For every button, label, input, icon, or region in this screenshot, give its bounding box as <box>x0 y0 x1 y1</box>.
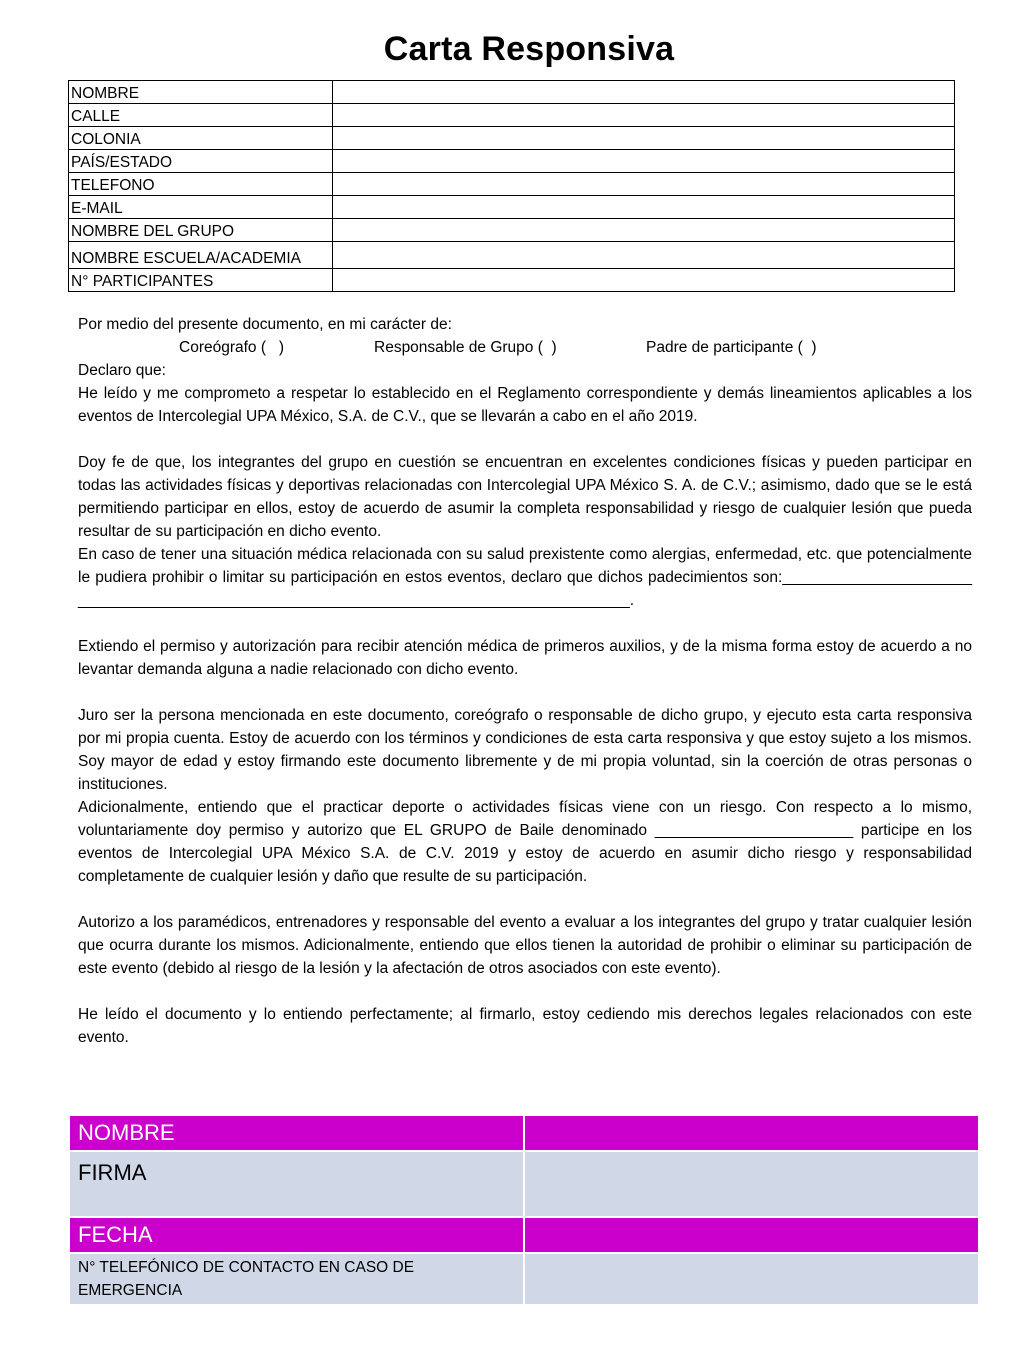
signature-row-firma <box>69 1151 979 1217</box>
info-row-escuela <box>69 242 955 269</box>
signature-input-telefono[interactable] <box>524 1253 979 1305</box>
info-input-calle[interactable] <box>333 104 955 127</box>
paragraph-3 <box>78 543 972 612</box>
info-input-colonia[interactable] <box>333 127 955 150</box>
info-input-email[interactable] <box>333 196 955 219</box>
paragraph-3-end: . <box>629 592 635 609</box>
paragraph-6-text-a: Adicionalmente, entiendo que el practicar deporte o actividades físicas viene con un riesgo. Con respecto a lo mismo, voluntariamente doy permiso y autorizo que EL GRUPO de Baile denominado <box>78 799 972 839</box>
padecimientos-blank-1[interactable]: ______________________ <box>782 569 972 586</box>
signature-label-fecha: FECHA <box>69 1217 524 1253</box>
role-options <box>78 336 972 359</box>
info-table <box>68 80 955 292</box>
paragraph-6-text-b: participe en los eventos de Intercolegial UPA México S.A. de C.V. 2019 y estoy de acuerdo en asumir dicho riesgo y responsabilidad completamente de cualquier lesión y daño que resulte de su participación. <box>78 822 973 885</box>
paragraph-6 <box>78 796 972 888</box>
signature-label-telefono: N° TELEFÓNICO DE CONTACTO EN CASO DE EMERGENCIA <box>69 1253 524 1305</box>
role-coreografo-checkbox[interactable]: Coreógrafo ( ) <box>179 339 285 356</box>
paragraph-2: Doy fe de que, los integrantes del grupo en cuestión se encuentran en excelentes condiciones físicas y pueden participar en todas las actividades físicas y deportivas relacionadas con Intercolegial UPA México S. A. de C.V.; asimismo, dado que se le está permitiendo participar en ellos, estoy de acuerdo de asumir la completa responsabilidad y riesgo de cualquier lesión que pueda resultar de su participación en dicho evento. <box>78 454 972 540</box>
signature-input-firma[interactable] <box>524 1151 979 1217</box>
signature-label-nombre: NOMBRE <box>69 1115 524 1151</box>
info-input-telefono[interactable] <box>333 173 955 196</box>
declaro-text: Declaro que: <box>78 362 166 379</box>
signature-table <box>68 1114 980 1306</box>
info-label: NOMBRE DEL GRUPO <box>69 219 333 242</box>
info-label: CALLE <box>69 104 333 127</box>
role-responsable-checkbox[interactable]: Responsable de Grupo ( ) <box>374 339 557 356</box>
signature-row-nombre <box>69 1115 979 1151</box>
signature-input-nombre[interactable] <box>524 1115 979 1151</box>
info-row-calle <box>69 104 955 127</box>
paragraph-3-text: En caso de tener una situación médica relacionada con su salud prexistente como alergias, enfermedad, etc. que potencialmente le pudiera prohibir o limitar su participación en estos eventos, declaro que dichos padecimientos son: <box>78 546 972 586</box>
info-row-grupo <box>69 219 955 242</box>
info-label: PAÍS/ESTADO <box>69 150 333 173</box>
paragraph-1: He leído y me comprometo a respetar lo establecido en el Reglamento correspondiente y demás lineamientos aplicables a los eventos de Intercolegial UPA México, S.A. de C.V., que se llevarán a cabo en el año 2019. <box>78 385 972 425</box>
info-row-nombre <box>69 81 955 104</box>
info-label: E-MAIL <box>69 196 333 219</box>
info-row-email <box>69 196 955 219</box>
signature-row-fecha <box>69 1217 979 1253</box>
letter-body <box>78 313 972 1049</box>
signature-label-firma: FIRMA <box>69 1151 524 1217</box>
info-label: NOMBRE <box>69 81 333 104</box>
info-row-participantes <box>69 269 955 292</box>
info-input-nombre[interactable] <box>333 81 955 104</box>
info-row-pais-estado <box>69 150 955 173</box>
info-row-telefono <box>69 173 955 196</box>
paragraph-7: Autorizo a los paramédicos, entrenadores y responsable del evento a evaluar a los integrantes del grupo y tratar cualquier lesión que ocurra durante los mismos. Adicionalmente, entiendo que ellos tienen la autoridad de prohibir o eliminar su participación de este evento (debido al riesgo de la lesión y la afectación de otros asociados con este evento). <box>78 914 972 977</box>
document-title: Carta Responsiva <box>383 30 675 68</box>
paragraph-5: Juro ser la persona mencionada en este documento, coreógrafo o responsable de dicho grupo, y ejecuto esta carta responsiva por mi propia cuenta. Estoy de acuerdo con los términos y condiciones de esta carta responsiva y que estoy sujeto a los mismos. Soy mayor de edad y estoy firmando este documento libremente y de mi propia voluntad, sin la coerción de otras personas o instituciones. <box>78 707 972 793</box>
paragraph-4: Extiendo el permiso y autorización para recibir atención médica de primeros auxilios, y de la misma forma estoy de acuerdo a no levantar demanda alguna a nadie relacionado con dicho evento. <box>78 638 972 678</box>
info-label: COLONIA <box>69 127 333 150</box>
signature-row-telefono <box>69 1253 979 1305</box>
padecimientos-blank-2[interactable]: ________________________________________________________________ <box>78 592 630 609</box>
role-padre-checkbox[interactable]: Padre de participante ( ) <box>646 339 817 356</box>
grupo-baile-blank[interactable]: _______________________ <box>654 822 854 839</box>
intro-text: Por medio del presente documento, en mi carácter de: <box>78 316 452 333</box>
paragraph-8: He leído el documento y lo entiendo perfectamente; al firmarlo, estoy cediendo mis derechos legales relacionados con este evento. <box>78 1006 972 1046</box>
info-label: TELEFONO <box>69 173 333 196</box>
signature-input-fecha[interactable] <box>524 1217 979 1253</box>
info-label: N° PARTICIPANTES <box>69 269 333 292</box>
info-input-participantes[interactable] <box>333 269 955 292</box>
info-input-pais-estado[interactable] <box>333 150 955 173</box>
info-input-escuela[interactable] <box>333 242 955 269</box>
info-input-grupo[interactable] <box>333 219 955 242</box>
info-label: NOMBRE ESCUELA/ACADEMIA <box>69 242 333 269</box>
info-row-colonia <box>69 127 955 150</box>
